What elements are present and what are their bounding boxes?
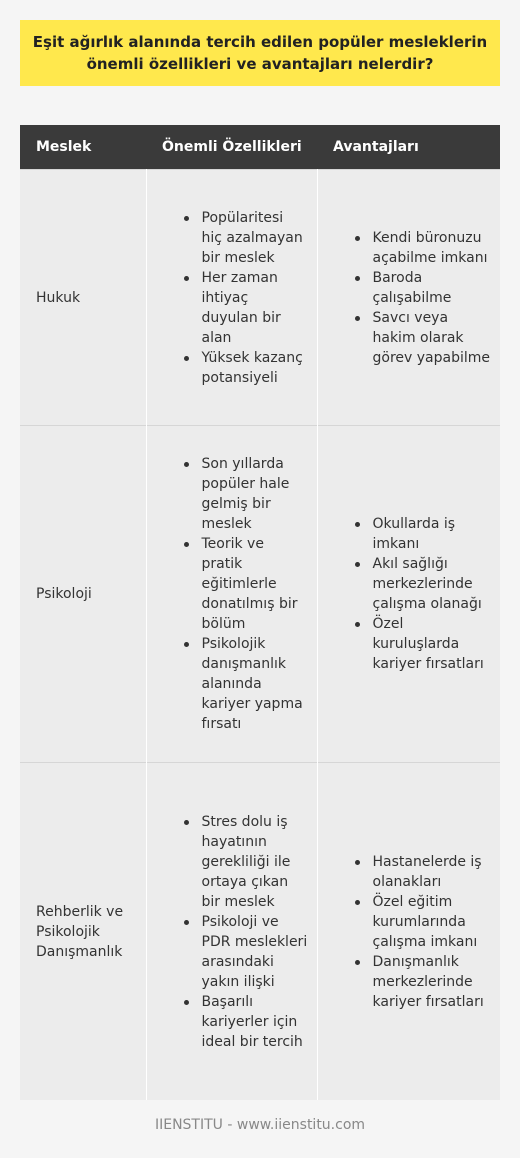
list-item: Teorik ve pratik eğitimlerle donatılmış bir bölüm xyxy=(202,534,316,634)
list-item: Her zaman ihtiyaç duyulan bir alan xyxy=(202,268,316,348)
features-cell xyxy=(146,763,317,1101)
features-cell xyxy=(146,426,317,763)
table-header-row xyxy=(20,125,500,170)
column-header-ozellikler: Önemli Özellikleri xyxy=(146,125,317,170)
list-item: Akıl sağlığı merkezlerinde çalışma olanağı xyxy=(373,554,500,614)
list-item: Baroda çalışabilme xyxy=(373,268,500,308)
title-banner xyxy=(20,20,500,86)
table-row xyxy=(20,170,500,426)
features-cell xyxy=(146,170,317,426)
list-item: Okullarda iş imkanı xyxy=(373,514,500,554)
list-item: Popülaritesi hiç azalmayan bir meslek xyxy=(202,208,316,268)
list-item: Başarılı kariyerler için ideal bir tercih xyxy=(202,992,316,1052)
page-title: Eşit ağırlık alanında tercih edilen popüler mesleklerin önemli özellikleri ve avantajları nelerdir? xyxy=(32,33,488,73)
advantages-cell xyxy=(317,763,500,1101)
footer-credit: IIENSTITU - www.iienstitu.com xyxy=(154,1117,366,1133)
features-list xyxy=(148,208,316,388)
profession-name: Hukuk xyxy=(20,170,146,426)
advantages-list xyxy=(319,514,500,674)
list-item: Hastanelerde iş olanakları xyxy=(373,852,500,892)
list-item: Psikolojik danışmanlık alanında kariyer yapma fırsatı xyxy=(202,634,316,734)
column-header-meslek: Meslek xyxy=(20,125,146,170)
advantages-list xyxy=(319,228,500,368)
profession-name: Psikoloji xyxy=(20,426,146,763)
list-item: Son yıllarda popüler hale gelmiş bir meslek xyxy=(202,454,316,534)
list-item: Danışmanlık merkezlerinde kariyer fırsatları xyxy=(373,952,500,1012)
list-item: Savcı veya hakim olarak görev yapabilme xyxy=(373,308,500,368)
list-item: Özel kuruluşlarda kariyer fırsatları xyxy=(373,614,500,674)
advantages-list xyxy=(319,852,500,1012)
column-header-avantajlar: Avantajları xyxy=(317,125,500,170)
advantages-cell xyxy=(317,170,500,426)
features-list xyxy=(148,454,316,734)
advantages-cell xyxy=(317,426,500,763)
list-item: Stres dolu iş hayatının gerekliliği ile ortaya çıkan bir meslek xyxy=(202,812,316,912)
table-row xyxy=(20,426,500,763)
list-item: Özel eğitim kurumlarında çalışma imkanı xyxy=(373,892,500,952)
list-item: Psikoloji ve PDR meslekleri arasındaki yakın ilişki xyxy=(202,912,316,992)
table-row xyxy=(20,763,500,1101)
features-list xyxy=(148,812,316,1052)
list-item: Yüksek kazanç potansiyeli xyxy=(202,348,316,388)
professions-table xyxy=(20,125,500,1100)
profession-name: Rehberlik ve Psikolojik Danışmanlık xyxy=(20,763,146,1101)
list-item: Kendi büronuzu açabilme imkanı xyxy=(373,228,500,268)
